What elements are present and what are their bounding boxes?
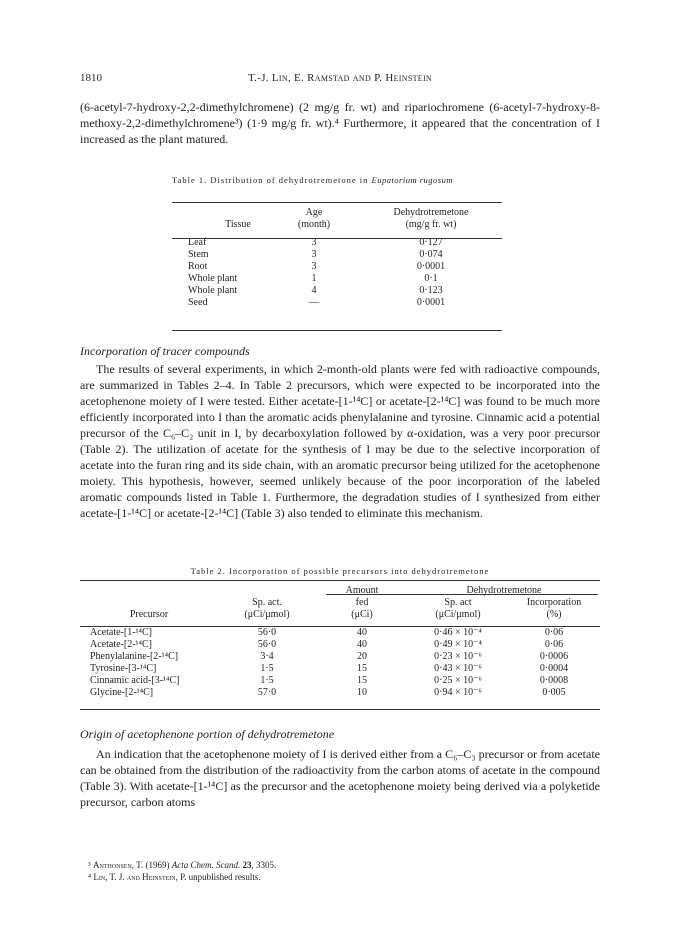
table1-tissue-header: Tissue	[225, 219, 251, 230]
table-row: Whole plant 4 0·123	[188, 285, 443, 296]
table-row: Glycine-[2-¹⁴C] 57·0 10 0·94 × 10⁻⁶ 0·005	[90, 687, 566, 698]
table2-incorp-header: Incorporation	[526, 597, 582, 608]
section1-paragraph: The results of several experiments, in which 2-month-old plants were fed with radioactive compounds, are summarized in Tables 2–4. In Table 2 precursors, which were expected to be incorporated into the acetophenone moiety of I were tested. Either acetate-[1-¹⁴C] or acetate-[2-¹⁴C] was found to be much more efficiently incorporated into I than the aromatic acids phenylalanine and tyrosine. Cinnamic acid a potential precursor of the C₆–C₂ unit in I, by decarboxylation followed by α-oxidation, was a very poor precursor (Table 2). The utilization of acetate for the synthesis of I may be due to the selective incorporation of acetate into the furan ring and its side chain, with an aromatic precursor being utilized for the acetophenone moiety. This hypothesis, however, seemed unlikely because of the poor incorporation of the labeled aromatic compounds listed in Table 1. Furthermore, the degradation studies of I synthesized from either acetate-[1-¹⁴C] or acetate-[2-¹⁴C] (Table 3) also tended to eliminate this mechanism.	[80, 362, 600, 520]
footnote-4: ⁴ Lin, T. J. and Heinstein, P. unpublished results.	[88, 872, 261, 882]
table1-bottom-rule	[172, 330, 502, 331]
table1-age-header: Age	[305, 207, 323, 218]
table2-spact-header: Sp. act.	[252, 597, 282, 608]
table-row: Seed — 0·0001	[188, 297, 446, 308]
table2-amount-header: Amount	[345, 585, 379, 596]
running-head-authors: T.-J. Lin, E. Ramstad and P. Heinstein	[247, 72, 433, 84]
table2-dehydro-header: Dehydrotremetone	[466, 585, 542, 596]
table1-age-unit: (month)	[297, 219, 331, 230]
table-row: Phenylalanine-[2-¹⁴C] 3·4 20 0·23 × 10⁻⁶ 0·0006	[90, 651, 569, 662]
table2-precursor-header: Precursor	[129, 609, 169, 620]
table1-dehydro-header: Dehydrotremetone	[393, 207, 469, 218]
running-head	[80, 70, 600, 86]
table-row: Acetate-[2-¹⁴C] 56·0 40 0·49 × 10⁻⁴ 0·06	[90, 639, 564, 650]
table-row: Acetate-[1-¹⁴C] 56·0 40 0·46 × 10⁻⁴ 0·06	[90, 627, 564, 638]
table2: Amount Dehydrotremetone Sp. act. fed Sp. act Incorporation Precursor (μCi/μmol) (μCi) (μCi/μmol) (%) Acetate-[1-¹⁴C] 56·0 40 0·46 × 10⁻⁴ 0·06 Acetate-[2-¹⁴C] 56·0 40 0·49 × 10⁻⁴ 0·06 Phenylalanine-[2-¹⁴C] 3·4 20 0·23 × 10⁻⁶ 0·0006 Tyrosine-[3-¹⁴C] 1·5 15 0·43 × 10⁻⁶ 0·0004 Cinnamic acid-[3-¹⁴C] 1·5 15 0·25 × 10⁻⁶ 0·0008 Glycine-[2-¹⁴C] 57·0 10 0·94 × 10⁻⁶ 0·005	[80, 585, 600, 699]
table2-caption: Table 2. Incorporation of possible precursors into dehydrotremetone	[190, 566, 490, 576]
table2-bottom-rule	[80, 709, 600, 710]
section-heading-incorporation: Incorporation of tracer compounds	[80, 344, 250, 358]
table-row: Whole plant 1 0·1	[188, 273, 438, 284]
footnotes	[80, 859, 600, 883]
table-row: Cinnamic acid-[3-¹⁴C] 1·5 15 0·25 × 10⁻⁶ 0·0008	[90, 675, 569, 686]
table2-top-rule	[80, 580, 600, 581]
table1-header-rule	[172, 238, 502, 239]
section2-paragraph: An indication that the acetophenone moiety of I is derived either from a C₆–C₃ precursor or from acetate can be obtained from the distribution of the radioactivity from the carbon atoms of acetate in the compound (Table 3). With acetate-[1-¹⁴C] as the precursor and the acetophenone moiety being derived via a polyketide precursor, carbon atoms	[80, 747, 600, 809]
table-row: Leaf 3 0·127	[188, 237, 443, 248]
table1-top-rule	[172, 202, 502, 203]
section-heading-origin: Origin of acetophenone portion of dehydrotremetone	[80, 727, 335, 741]
footnote-3: ³ Anthonsen, T. (1969) Acta Chem. Scand. 23, 3305.	[88, 860, 277, 870]
table-row: Root 3 0·0001	[188, 261, 446, 272]
intro-paragraph: (6-acetyl-7-hydroxy-2,2-dimethylchromene) (2 mg/g fr. wt) and ripariochromene (6-acetyl-7-hydroxy-8-methoxy-2,2-dimethylchromene³) (1·9 mg/g fr. wt).⁴ Furthermore, it appeared that the concentration of I increased as the plant matured.	[80, 100, 600, 146]
table2-dsp-header: Sp. act	[444, 597, 472, 608]
table1-dehydro-unit: (mg/g fr. wt)	[405, 219, 457, 230]
table1	[188, 207, 506, 309]
table1-caption: Table 1. Distribution of dehydrotremetone in Eupatorium rugosum	[172, 175, 453, 185]
table-row: Stem 3 0·074	[188, 249, 443, 260]
table-row: Tyrosine-[3-¹⁴C] 1·5 15 0·43 × 10⁻⁶ 0·0004	[90, 663, 569, 674]
page-number: 1810	[80, 72, 102, 84]
table2-header-rule	[80, 626, 600, 627]
table2-dehydro-rule	[326, 594, 598, 595]
